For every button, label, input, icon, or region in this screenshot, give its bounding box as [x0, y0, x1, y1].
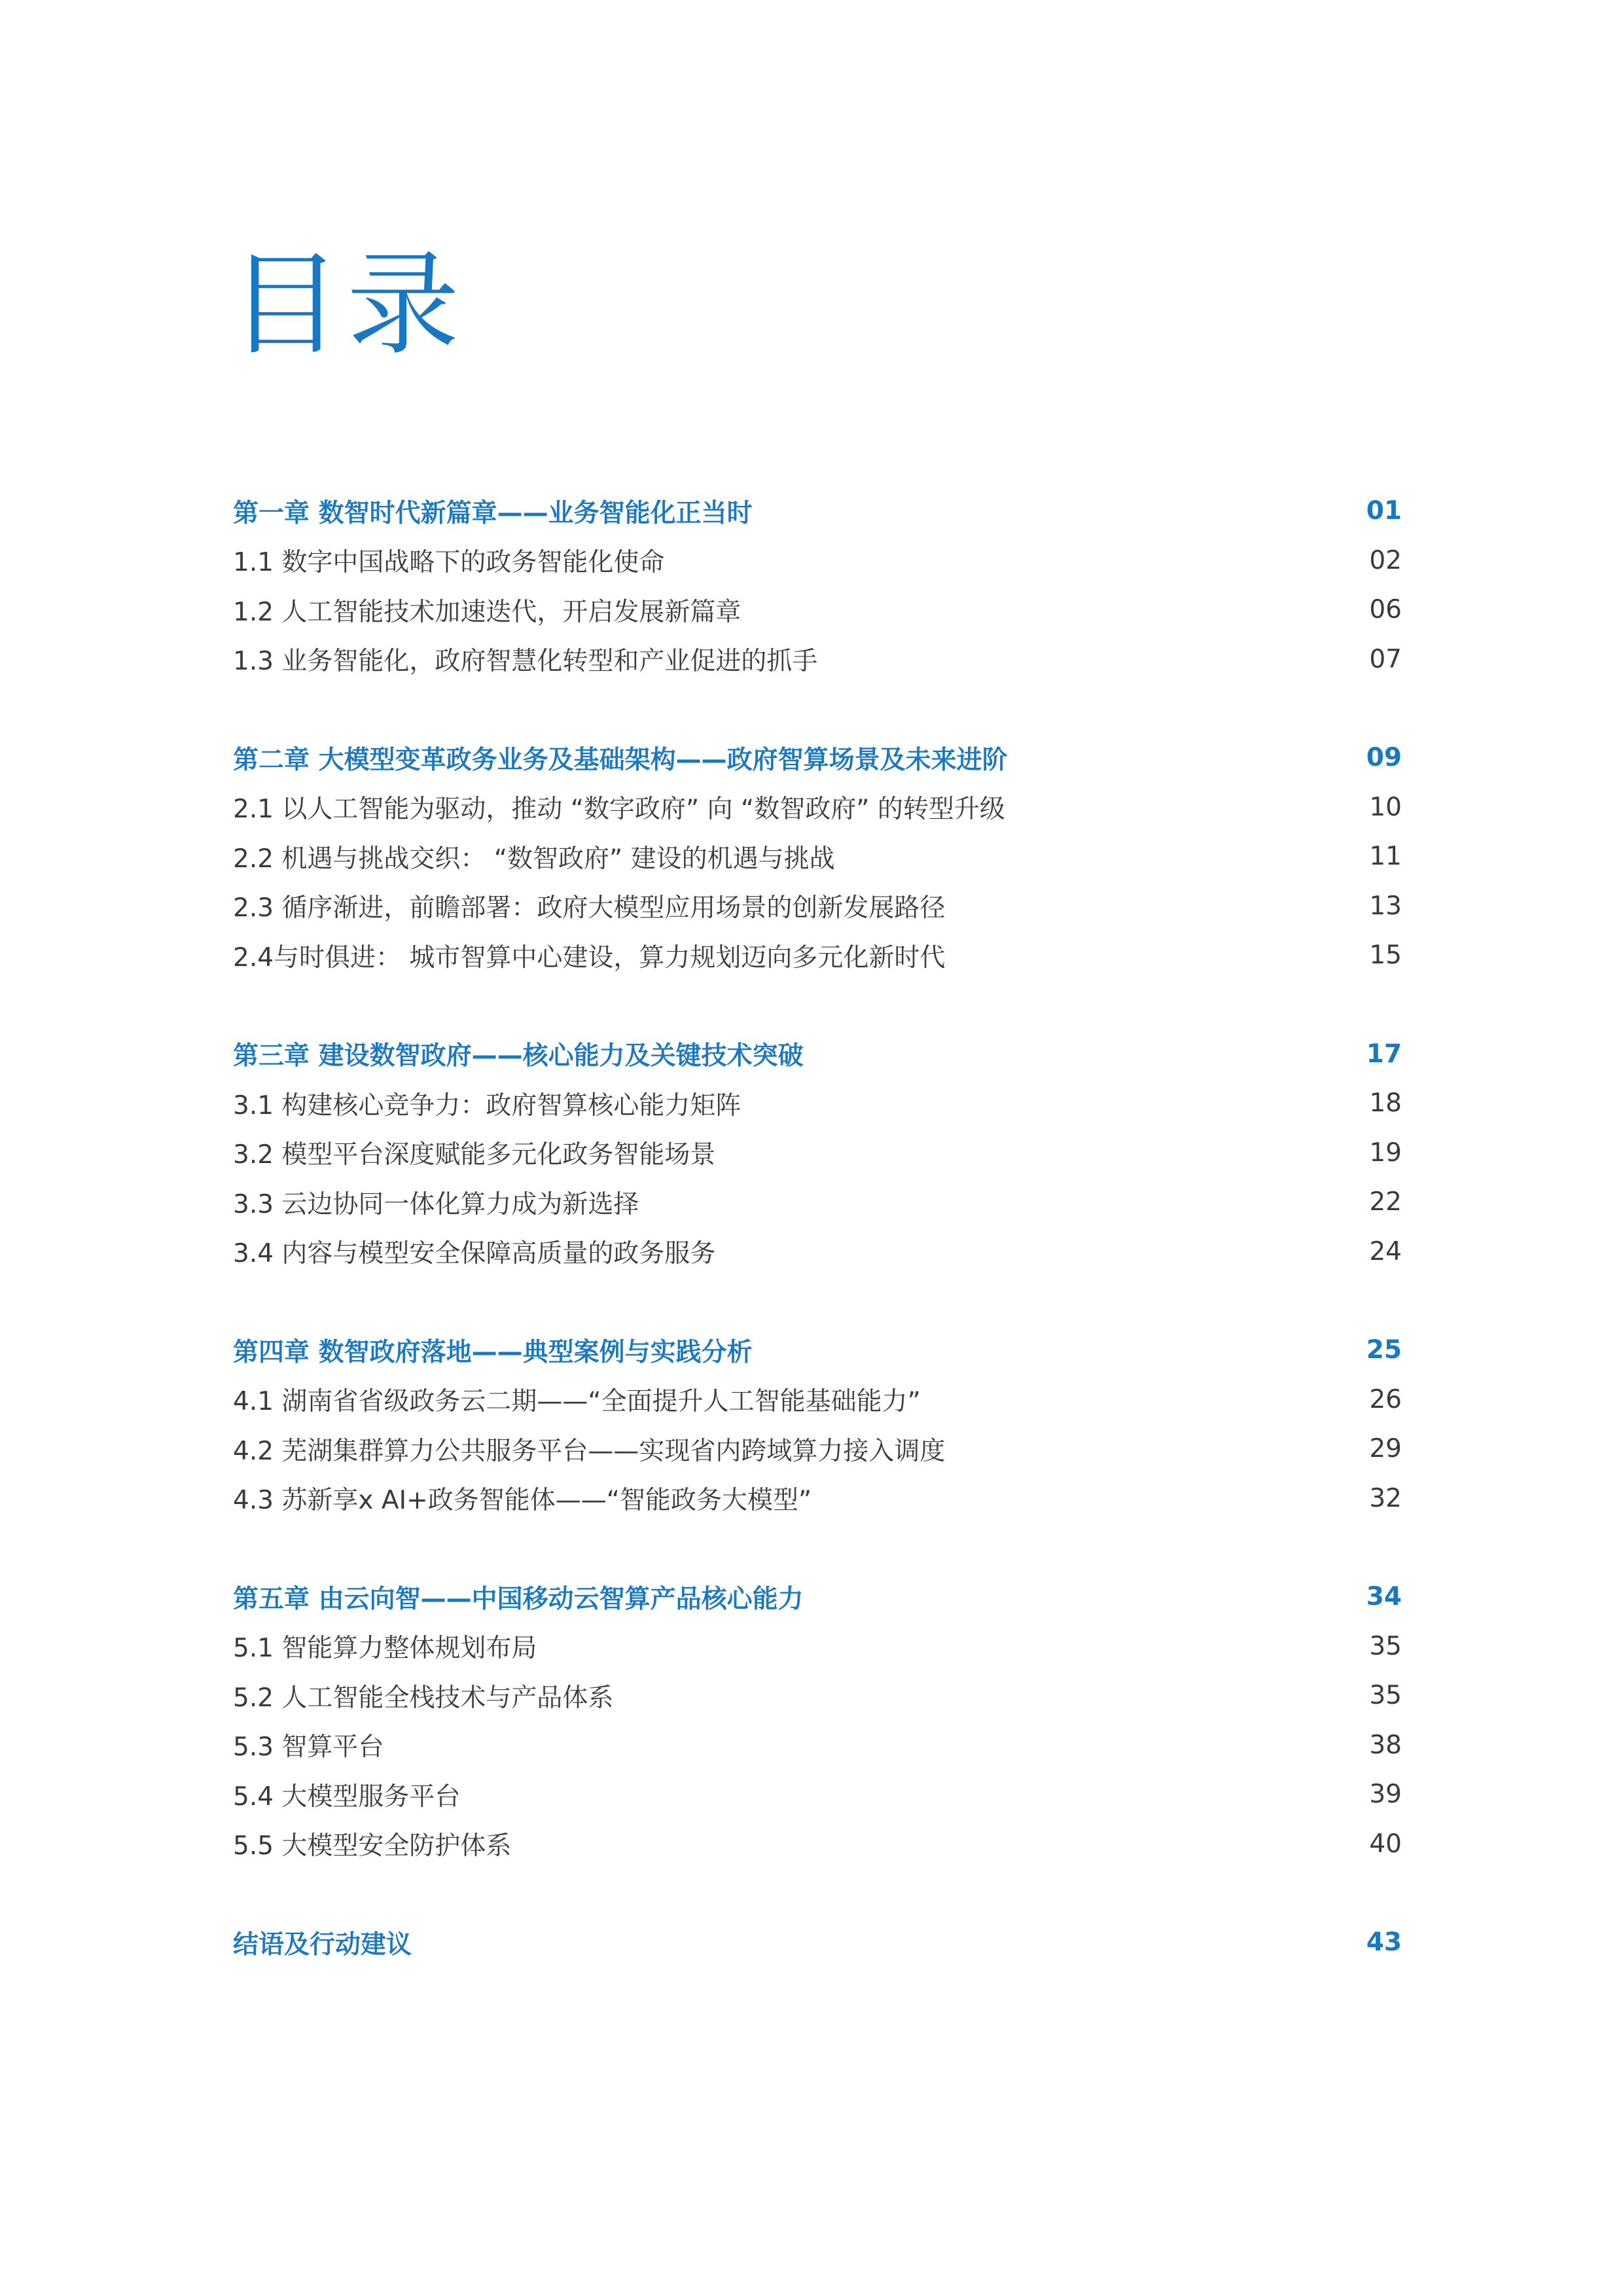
toc-page-number: 19 [1369, 1138, 1402, 1168]
toc-section-3-4[interactable] [233, 1227, 1402, 1277]
toc-section-2-4[interactable] [233, 931, 1402, 980]
toc-label: 5.5 大模型安全防护体系 [233, 1831, 512, 1861]
toc-label: 第五章 由云向智——中国移动云智算产品核心能力 [233, 1584, 804, 1614]
toc-page-number: 02 [1369, 545, 1402, 575]
toc-page-number: 24 [1369, 1236, 1402, 1266]
toc-label: 1.2 人工智能技术加速迭代，开启发展新篇章 [233, 597, 741, 627]
toc-label: 5.1 智能算力整体规划布局 [233, 1634, 537, 1664]
toc-label: 第四章 数智政府落地——典型案例与实践分析 [233, 1337, 753, 1367]
toc-label: 3.1 构建核心竞争力：政府智算核心能力矩阵 [233, 1090, 741, 1121]
toc-page-number: 06 [1369, 595, 1402, 625]
toc-page-number: 10 [1369, 792, 1402, 822]
table-of-contents [233, 486, 1402, 1967]
toc-section-4-2[interactable] [233, 1424, 1402, 1474]
toc-page-number: 38 [1369, 1730, 1402, 1760]
toc-label: 4.3 苏新享x AI+政务智能体——“智能政务大模型” [233, 1486, 812, 1516]
toc-section-4-3[interactable] [233, 1474, 1402, 1524]
toc-page-number: 11 [1369, 842, 1402, 872]
toc-page-number: 22 [1369, 1187, 1402, 1217]
toc-page-number: 39 [1369, 1780, 1402, 1810]
toc-page-number: 07 [1369, 644, 1402, 674]
toc-page-number: 13 [1369, 891, 1402, 921]
toc-section-3-3[interactable] [233, 1177, 1402, 1227]
toc-page-number: 09 [1366, 743, 1402, 773]
toc-section-5-4[interactable] [233, 1770, 1402, 1820]
toc-label: 3.3 云边协同一体化算力成为新选择 [233, 1189, 639, 1219]
toc-page-number: 29 [1369, 1434, 1402, 1464]
toc-label: 2.1 以人工智能为驱动，推动 “数字政府” 向 “数智政府” 的转型升级 [233, 795, 1005, 825]
toc-label: 3.2 模型平台深度赋能多元化政务智能场景 [233, 1140, 716, 1170]
toc-page-number: 34 [1366, 1582, 1402, 1612]
toc-chapter-3[interactable] [233, 1030, 1402, 1079]
toc-section-2-3[interactable] [233, 882, 1402, 931]
toc-label: 3.4 内容与模型安全保障高质量的政务服务 [233, 1239, 716, 1269]
toc-section-3-2[interactable] [233, 1128, 1402, 1178]
toc-label: 2.4与时俱进： 城市智算中心建设，算力规划迈向多元化新时代 [233, 942, 946, 973]
toc-label: 5.3 智算平台 [233, 1732, 384, 1763]
toc-page-number: 01 [1366, 496, 1402, 526]
toc-page-number: 17 [1366, 1039, 1402, 1069]
toc-chapter-2[interactable] [233, 733, 1402, 783]
toc-section-2-2[interactable] [233, 832, 1402, 882]
toc-section-5-2[interactable] [233, 1671, 1402, 1721]
toc-page-number: 18 [1369, 1088, 1402, 1119]
toc-label: 结语及行动建议 [233, 1929, 412, 1960]
toc-page-number: 26 [1369, 1384, 1402, 1414]
toc-label: 1.3 业务智能化，政府智慧化转型和产业促进的抓手 [233, 647, 818, 677]
toc-page-number: 15 [1369, 941, 1402, 971]
toc-section-5-5[interactable] [233, 1820, 1402, 1869]
toc-conclusion[interactable] [233, 1918, 1402, 1967]
toc-section-1-2[interactable] [233, 585, 1402, 635]
toc-chapter-1[interactable] [233, 486, 1402, 536]
toc-section-1-3[interactable] [233, 635, 1402, 685]
toc-label: 2.2 机遇与挑战交织： “数智政府” 建设的机遇与挑战 [233, 844, 835, 874]
toc-page-number: 43 [1366, 1928, 1402, 1958]
toc-label: 5.4 大模型服务平台 [233, 1782, 461, 1812]
page-title: 目录 [229, 239, 465, 370]
toc-section-5-1[interactable] [233, 1622, 1402, 1672]
toc-label: 第二章 大模型变革政务业务及基础架构——政府智算场景及未来进阶 [233, 745, 1008, 775]
toc-page-number: 32 [1369, 1483, 1402, 1513]
toc-section-3-1[interactable] [233, 1079, 1402, 1128]
toc-section-1-1[interactable] [233, 536, 1402, 586]
toc-label: 第一章 数智时代新篇章——业务智能化正当时 [233, 498, 753, 528]
toc-page-number: 35 [1369, 1681, 1402, 1711]
toc-page-number: 25 [1366, 1335, 1402, 1365]
toc-section-2-1[interactable] [233, 783, 1402, 833]
toc-label: 2.3 循序渐进，前瞻部署：政府大模型应用场景的创新发展路径 [233, 893, 946, 924]
toc-page-number: 35 [1369, 1631, 1402, 1661]
toc-section-4-1[interactable] [233, 1375, 1402, 1425]
toc-label: 1.1 数字中国战略下的政务智能化使命 [233, 548, 665, 578]
toc-label: 第三章 建设数智政府——核心能力及关键技术突破 [233, 1041, 804, 1071]
toc-label: 4.2 芜湖集群算力公共服务平台——实现省内跨域算力接入调度 [233, 1436, 946, 1466]
toc-section-5-3[interactable] [233, 1721, 1402, 1770]
toc-label: 5.2 人工智能全栈技术与产品体系 [233, 1683, 614, 1713]
toc-chapter-5[interactable] [233, 1572, 1402, 1622]
toc-page-number: 40 [1369, 1829, 1402, 1859]
toc-chapter-4[interactable] [233, 1325, 1402, 1375]
toc-label: 4.1 湖南省省级政务云二期——“全面提升人工智能基础能力” [233, 1387, 921, 1417]
